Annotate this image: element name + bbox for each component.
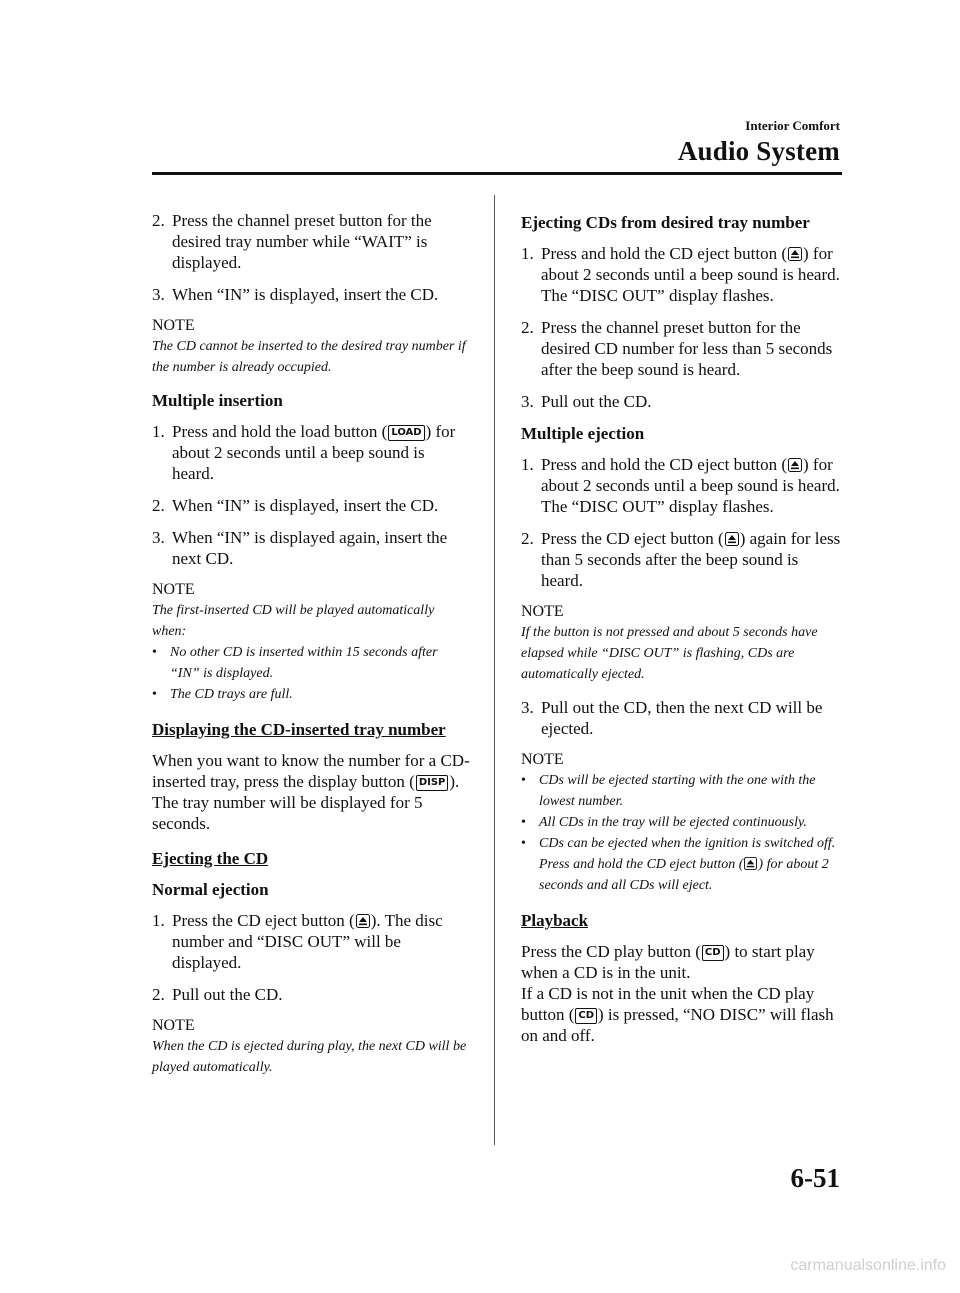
step-number: 3. — [152, 285, 165, 304]
step-number: 1. — [521, 244, 534, 263]
d-step-3 — [521, 391, 843, 412]
note-bullets — [152, 642, 470, 705]
mi-step-1 — [152, 421, 470, 484]
bullet-text — [539, 833, 843, 896]
step-number: 2. — [521, 318, 534, 337]
paragraph-part: ) to start play when a CD is in the unit. — [521, 942, 815, 982]
chapter-title: Audio System — [677, 136, 840, 166]
step-text — [541, 454, 843, 517]
step-number: 2. — [152, 985, 165, 1004]
step-text: Press the channel preset button for the desired tray number while “WAIT” is displayed. — [172, 211, 432, 272]
step-number: 3. — [152, 528, 165, 547]
page-number: 6-51 — [790, 1163, 840, 1193]
step-number: 1. — [152, 422, 165, 441]
step-text — [172, 421, 470, 484]
display-tray-heading: Displaying the CD-inserted tray number — [152, 720, 446, 739]
step-text: Pull out the CD. — [172, 985, 283, 1004]
step-text-part: Press the CD eject button ( — [172, 911, 355, 930]
playback-heading: Playback — [521, 911, 589, 930]
note-bullet — [152, 642, 470, 684]
step-number: 3. — [521, 392, 534, 411]
bullet-icon: • — [521, 815, 526, 830]
step-text-part: ) for about 2 seconds until a beep sound is heard. — [541, 244, 840, 284]
display-paragraph — [152, 750, 470, 834]
m-step-3 — [521, 697, 843, 739]
note-text: The first-inserted CD will be played automatically when: — [152, 603, 435, 639]
bullet-text: No other CD is inserted within 15 seconds after “IN” is displayed. — [170, 645, 438, 681]
step-text-part: ). The disc number and “DISC OUT” will be displayed. — [172, 911, 443, 972]
step-text-part: Press and hold the load button ( — [172, 422, 388, 441]
playback-paragraph-1 — [521, 941, 843, 983]
watermark: carmanualsonline.info — [790, 1257, 946, 1274]
step-text: Pull out the CD. — [541, 392, 652, 411]
bullet-icon: • — [152, 687, 157, 702]
d-step-1 — [521, 243, 843, 306]
normal-ejection-heading: Normal ejection — [152, 880, 269, 899]
bullet-icon: • — [521, 773, 526, 788]
cd-button-icon: CD — [575, 1008, 597, 1024]
ne-step-1 — [152, 910, 470, 973]
column-divider — [494, 195, 495, 1145]
eject-icon — [356, 914, 370, 928]
mi-step-2 — [152, 495, 470, 516]
right-column — [521, 212, 843, 1057]
step-number: 1. — [152, 911, 165, 930]
insert-step-3 — [152, 284, 470, 305]
note-title: NOTE — [152, 317, 195, 334]
mi-step-3 — [152, 527, 470, 569]
paragraph-part: If a CD is not in the unit when the CD play button ( — [521, 984, 815, 1024]
step-text: When “IN” is displayed again, insert the next CD. — [172, 528, 448, 568]
d-step-2 — [521, 317, 843, 380]
disp-button-icon: DISP — [416, 775, 449, 791]
step-text — [172, 910, 470, 973]
step-text-part: Press and hold the CD eject button ( — [541, 244, 787, 263]
ejecting-heading: Ejecting the CD — [152, 849, 269, 868]
step-text-part: Press and hold the CD eject button ( — [541, 455, 787, 474]
step-text: When “IN” is displayed, insert the CD. — [172, 285, 439, 304]
step-text-part: ) for about 2 seconds until a beep sound is heard. — [172, 422, 456, 483]
ne-step-2 — [152, 984, 470, 1005]
eject-icon — [725, 532, 739, 546]
m-step-1 — [521, 454, 843, 517]
note-bullet — [521, 812, 843, 833]
load-button-icon: LOAD — [388, 425, 424, 441]
note-bullet — [521, 770, 843, 812]
step-text — [541, 243, 843, 306]
step-number: 1. — [521, 455, 534, 474]
note-text: When the CD is ejected during play, the next CD will be played automatically. — [152, 1039, 467, 1075]
m-step-2 — [521, 528, 843, 591]
bullet-text: The CD trays are full. — [170, 687, 293, 702]
header-rule — [152, 172, 842, 175]
left-column — [152, 210, 470, 1090]
eject-icon — [788, 247, 802, 261]
note-title: NOTE — [521, 603, 564, 620]
step-number: 2. — [152, 211, 165, 230]
step-text: Pull out the CD, then the next CD will be ejected. — [541, 698, 823, 738]
section-title: Interior Comfort — [745, 118, 840, 133]
multiple-ejection-heading: Multiple ejection — [521, 424, 645, 443]
eject-icon — [788, 458, 802, 472]
note-bullets — [521, 770, 843, 896]
step-text: Press the channel preset button for the desired CD number for less than 5 seconds after the beep sound is heard. — [541, 318, 833, 379]
bullet-icon: • — [152, 645, 157, 660]
step-number: 2. — [521, 529, 534, 548]
note-bullet — [521, 833, 843, 896]
note-text: If the button is not pressed and about 5 seconds have elapsed while “DISC OUT” is flashing, CDs are automatically ejected. — [521, 625, 818, 682]
multiple-insertion-heading: Multiple insertion — [152, 391, 283, 410]
paragraph-part: Press the CD play button ( — [521, 942, 701, 961]
note-bullet — [152, 684, 470, 705]
step-text: When “IN” is displayed, insert the CD. — [172, 496, 439, 515]
page-header — [678, 118, 840, 167]
step-text-part: Press the CD eject button ( — [541, 529, 724, 548]
step-text — [541, 528, 843, 591]
note-title: NOTE — [152, 1017, 195, 1034]
cd-button-icon: CD — [702, 945, 724, 961]
bullet-text: All CDs in the tray will be ejected continuously. — [539, 815, 807, 830]
paragraph-part: ). The tray number will be displayed for 5 seconds. — [152, 772, 460, 833]
bullet-text-part: ) for about 2 seconds and all CDs will eject. — [539, 857, 829, 893]
playback-paragraph-2 — [521, 983, 843, 1046]
bullet-text-part: CDs can be ejected when the ignition is switched off. Press and hold the CD eject button ( — [539, 836, 836, 872]
paragraph-part: ) is pressed, “NO DISC” will flash on and off. — [521, 1005, 834, 1045]
step-number: 2. — [152, 496, 165, 515]
insert-step-2 — [152, 210, 470, 273]
eject-icon — [744, 857, 757, 870]
bullet-text: CDs will be ejected starting with the one with the lowest number. — [539, 773, 816, 809]
step-text-part: The “DISC OUT” display flashes. — [541, 286, 774, 305]
paragraph-part: When you want to know the number for a CD-inserted tray, press the display button ( — [152, 751, 470, 791]
step-text-part: The “DISC OUT” display flashes. — [541, 497, 774, 516]
desired-tray-heading: Ejecting CDs from desired tray number — [521, 213, 810, 232]
step-text-part: ) again for less than 5 seconds after the beep sound is heard. — [541, 529, 841, 590]
note-title: NOTE — [521, 751, 564, 768]
step-text-part: ) for about 2 seconds until a beep sound is heard. — [541, 455, 840, 495]
step-number: 3. — [521, 698, 534, 717]
note-text: The CD cannot be inserted to the desired tray number if the number is already occupied. — [152, 339, 466, 375]
note-title: NOTE — [152, 581, 195, 598]
bullet-icon: • — [521, 836, 526, 851]
